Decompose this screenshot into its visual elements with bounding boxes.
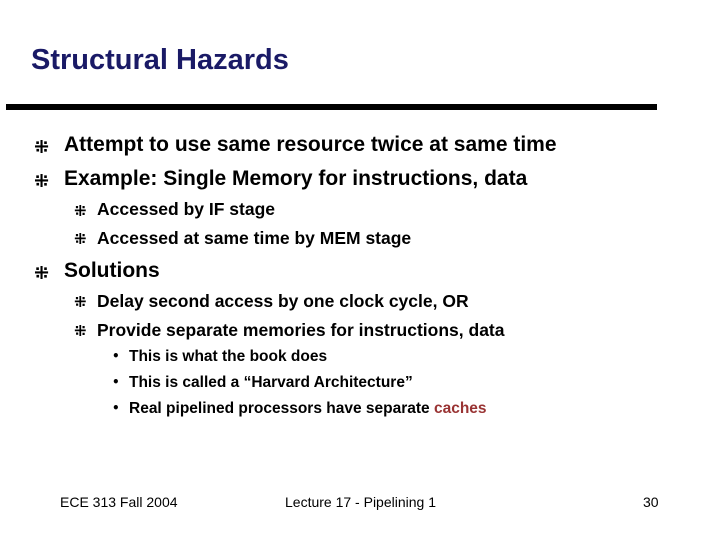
- bullet-solutions: Solutions: [64, 259, 160, 282]
- bullet-book: This is what the book does: [129, 348, 328, 365]
- footer-lecture: Lecture 17 - Pipelining 1: [285, 494, 436, 510]
- bullet-icon: ⁜: [74, 202, 87, 220]
- bullet-icon: ⁜: [74, 293, 87, 311]
- bullet-icon: ⁜: [34, 263, 50, 284]
- bullet-attempt: Attempt to use same resource twice at same time: [64, 133, 557, 156]
- bullet-delay: [97, 291, 469, 312]
- slide-title: Structural Hazards: [31, 44, 289, 76]
- bullet-icon: •: [112, 401, 120, 415]
- caches-text: caches: [433, 400, 487, 417]
- title-divider: [6, 104, 657, 110]
- bullet-icon: •: [112, 349, 120, 363]
- bullet-icon: ⁜: [34, 171, 50, 192]
- delay-text: Delay second access by one clock cycle,: [97, 291, 443, 311]
- bullet-real: [129, 400, 487, 418]
- bullet-icon: ⁜: [74, 322, 87, 340]
- footer-course: ECE 313 Fall 2004: [60, 494, 178, 510]
- bullet-icon: ⁜: [34, 137, 50, 158]
- bullet-harvard: This is called a “Harvard Architecture”: [129, 374, 413, 391]
- or-text: OR: [442, 291, 469, 311]
- bullet-example: Example: Single Memory for instructions, data: [64, 167, 528, 190]
- bullet-accessed-mem: Accessed at same time by MEM stage: [97, 228, 412, 248]
- bullet-accessed-if: Accessed by IF stage: [97, 199, 275, 219]
- footer-page-number: 30: [643, 494, 659, 510]
- real-text: Real pipelined processors have separate: [129, 400, 434, 417]
- bullet-provide: Provide separate memories for instructions, data: [97, 320, 505, 340]
- bullet-icon: ⁜: [74, 230, 87, 248]
- bullet-icon: •: [112, 375, 120, 389]
